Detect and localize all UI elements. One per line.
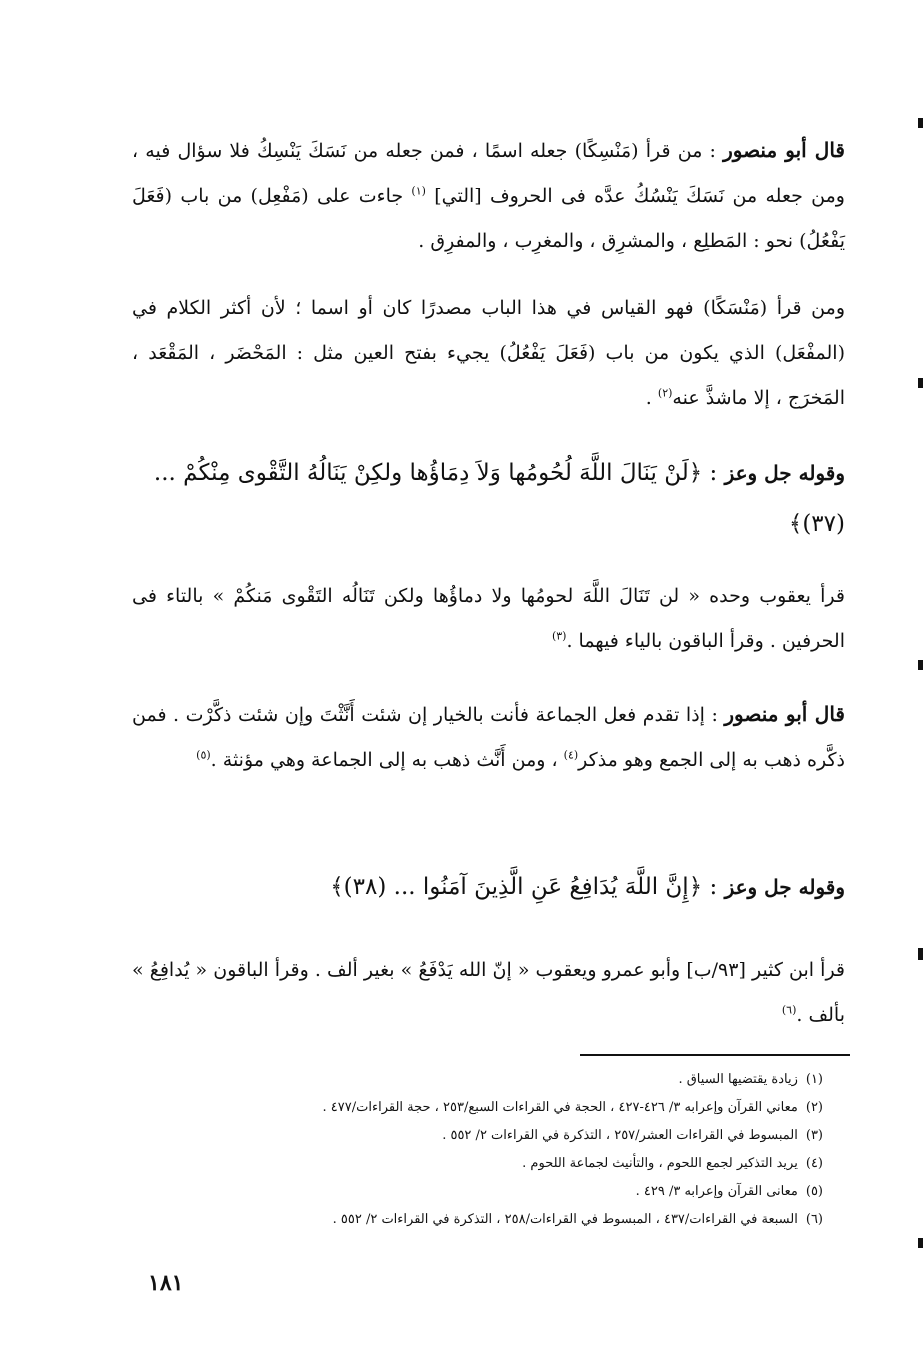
- footnote-item: [130, 1150, 823, 1178]
- footnote-item: [130, 1094, 823, 1122]
- paragraph-text: ومن قرأ (مَنْسَكًا) فهو القياس في هذا الباب مصدرًا كان أو اسما ؛ لأن أكثر الكلام في (المفْعَل) الذي يكون من باب (فَعَلَ يَفْعُلُ) يجيء بفتح العين مثل : المَحْضَر ، المَقْعَد ، المَخرَج ، إلا ماشذَّ عنه: [132, 297, 845, 409]
- page-number: ١٨١: [148, 1270, 184, 1296]
- footnote-separator: [580, 1054, 850, 1056]
- footnote-item: [130, 1206, 823, 1234]
- paragraph-text: : إذا تقدم فعل الجماعة فأنت بالخيار إن شئت أَنَّثْتَ وإن شئت ذكَّرْت . فمن ذكَّره ذهب به إلى الجمع وهو مذكر: [132, 704, 845, 771]
- paragraph-text: قرأ يعقوب وحده « لن تَنَالَ اللَّهَ لحومُها ولا دماؤُها ولكن تَنَالُه التَقْوى مَنكُمْ » بالتاء فى الحرفين . وقرأ الباقون بالياء فيهما .: [132, 585, 845, 652]
- paragraph-abu-mansur-2: [132, 692, 845, 783]
- scan-edge-mark: [918, 118, 923, 128]
- footnote-text: يريد التذكير لجمع اللحوم ، والتأنيث لجماعة اللحوم .: [522, 1156, 798, 1171]
- footnote-text: معانى القرآن وإعرابه ٣/ ٤٢٩ .: [635, 1184, 798, 1199]
- verse-lead: وقوله جل وعز: [724, 875, 845, 899]
- scan-edge-mark: [918, 948, 923, 960]
- footnote-number: (٢): [805, 1100, 823, 1115]
- quran-verse-37: [130, 448, 845, 550]
- footnote-item: [130, 1066, 823, 1094]
- paragraph-tail: ، ومن أَنَّث ذهب به إلى الجماعة وهي مؤنثة .: [210, 749, 564, 771]
- footnote-number: (٦): [805, 1212, 823, 1227]
- footnote-ref-2[interactable]: (٢): [657, 386, 673, 400]
- footnote-text: معاني القرآن وإعرابه ٣/ ٤٢٦-٤٢٧ ، الحجة في القراءات السبع/٢٥٣ ، حجة القراءات/٤٧٧ .: [322, 1100, 798, 1115]
- paragraph-lead: قال أبو منصور: [724, 702, 845, 726]
- quran-verse-38: [130, 862, 845, 913]
- footnote-number: (٤): [805, 1156, 823, 1171]
- paragraph-tail: جاءت على (مَفْعِل) من باب (فَعَلَ يَفْعُلُ) نحو : المَطلِع ، والمشرِق ، والمغرِب ، والمفرِق .: [132, 185, 845, 252]
- paragraph-yaqub-reading: [132, 574, 845, 664]
- scan-edge-mark: [918, 660, 923, 670]
- paragraph-text: : من قرأ (مَنْسِكًا) جعله اسمًا ، فمن جعله من نَسَكَ يَنْسِكُ فلا سؤال فيه ، ومن جعله من نَسَكَ يَنْسُكُ عدَّه فى الحروف [التي]: [132, 140, 845, 207]
- footnote-ref-4[interactable]: (٤): [563, 748, 579, 762]
- footnote-text: السبعة في القراءات/٤٣٧ ، المبسوط في القراءات/٢٥٨ ، التذكرة في القراءات ٢/ ٥٥٢ .: [332, 1212, 798, 1227]
- paragraph-tail: .: [645, 387, 658, 409]
- verse-text: : ﴿إِنَّ اللَّهَ يُدَافِعُ عَنِ الَّذِينَ آمَنُوا ... (٣٨)﴾: [330, 874, 725, 900]
- paragraph-abu-mansur-1: [132, 128, 845, 264]
- footnote-number: (٣): [805, 1128, 823, 1143]
- paragraph-mansakan: [132, 286, 845, 421]
- scan-edge-mark: [918, 1238, 923, 1248]
- footnote-ref-3[interactable]: (٣): [551, 629, 567, 643]
- verse-text: : ﴿لَنْ يَنَالَ اللَّهَ لُحُومُها وَلاَ دِمَاؤُها ولكِنْ يَنَالُهُ التَّقْوى مِنْكُمْ ... (٣٧)﴾: [153, 460, 845, 537]
- footnote-ref-1[interactable]: (١): [411, 184, 426, 198]
- paragraph-lead: قال أبو منصور: [723, 138, 845, 162]
- scan-edge-mark: [918, 378, 923, 388]
- footnote-number: (١): [805, 1072, 823, 1087]
- paragraph-ibn-kathir-reading: [132, 948, 845, 1038]
- footnotes-list: [130, 1066, 823, 1234]
- footnote-text: زيادة يقتضيها السياق .: [678, 1072, 798, 1087]
- footnote-text: المبسوط في القراءات العشر/٢٥٧ ، التذكرة في القراءات ٢/ ٥٥٢ .: [442, 1128, 798, 1143]
- verse-lead: وقوله جل وعز: [724, 461, 845, 485]
- footnote-item: [130, 1122, 823, 1150]
- footnote-ref-5[interactable]: (٥): [196, 748, 211, 762]
- footnote-ref-6[interactable]: (٦): [781, 1003, 797, 1017]
- paragraph-text: قرأ ابن كثير [٩٣/ب] وأبو عمرو ويعقوب « إنّ الله يَدْفَعُ » بغير ألف . وقرأ الباقون « يُدافِعُ » بألف .: [132, 959, 846, 1026]
- footnote-item: [130, 1178, 823, 1206]
- footnote-number: (٥): [805, 1184, 823, 1199]
